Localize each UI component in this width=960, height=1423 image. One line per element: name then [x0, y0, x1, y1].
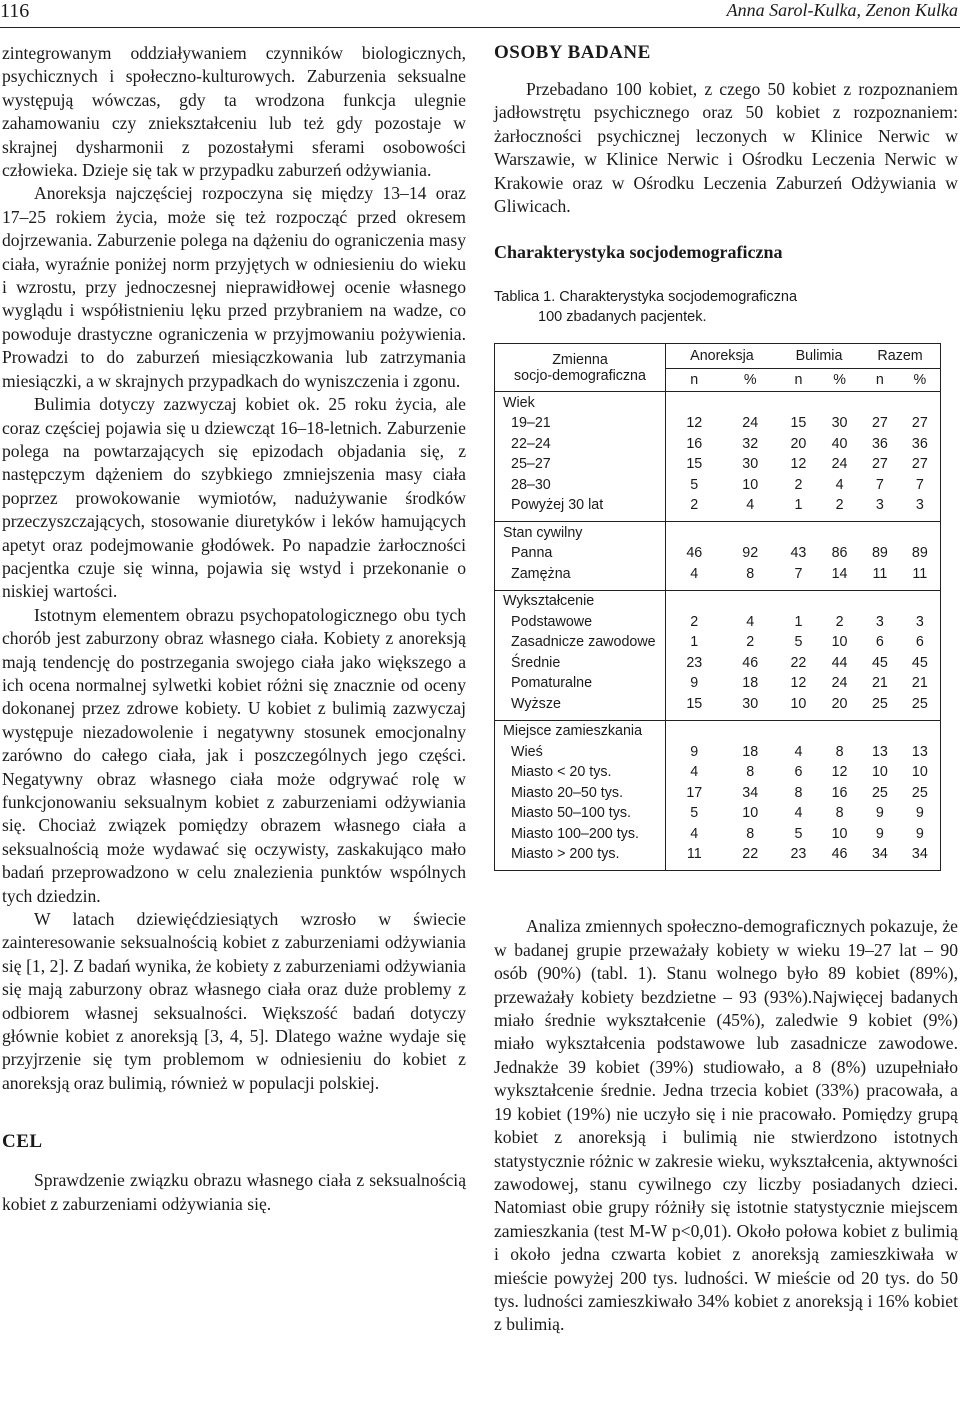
group-label: Miejsce zamieszkania [495, 720, 666, 741]
table-row [495, 803, 941, 824]
empty-cell [860, 590, 900, 611]
table-cell: 4 [794, 743, 803, 760]
empty-cell [666, 392, 723, 413]
table-cell: 8 [835, 743, 844, 760]
sub-header-cell: n [860, 369, 900, 392]
table-cell: 10 [871, 764, 888, 781]
table-cell: 27 [911, 456, 928, 473]
table-cell: 3 [875, 497, 884, 514]
table-cell: 8 [794, 784, 803, 801]
row-label: 25–27 [495, 454, 666, 475]
table-cell: 45 [871, 654, 888, 671]
table-cell: 10 [742, 476, 759, 493]
row-label: Podstawowe [495, 611, 666, 632]
empty-cell [778, 522, 819, 543]
right-column [494, 42, 958, 1337]
analysis-paragraph: Analiza zmiennych społeczno-demograficznych pokazuje, że w badanej grupie przeważały kobiety w wieku 19–27 lat – 90 osób (90%) (tabl. 1). Stanu wolnego było 89 kobiet (89%), przeważały kobiety bezdzietne – 93 (93%).Najwięcej badanych miało średnie wykształcenie (45%), zaledwie 9 kobiet (9%) miało wykształcenia podstawowe lub zasadnicze zawodowe. Jednakże 39 kobiet (39%) studiowało, a 8 (8%) uzupełniało wykształcenie średnie. Jedna trzecia kobiet (33%) pracowała, a 19 kobiet (19%) nie uczyło się i nie pracowało. Pomiędzy grupą kobiet z anoreksją i bulimią nie stwierdzono istotnych statystycznie różnic w zakresie wieku, wykształcenia, aktywności zawodowej, stanu cywilnego czy liczby posiadanych dzieci. Natomiast obie grupy różniły się istotnie statystycznie miejscem zamieszkania (test M-W p<0,01). Około połowa kobiet z bulimią i około jedna czwarta kobiet z anoreksją zamieszkiwała w mieście powyżej 200 tys. ludności. W mieście od 20 tys. do 50 tys. ludności zamieszkiwało 34% kobiet z anoreksją i 16% kobiet z bulimią. [494, 916, 958, 1335]
empty-cell [723, 720, 778, 741]
table-cell: 15 [790, 415, 807, 432]
table-cell: 11 [912, 565, 928, 582]
table-cell: 22 [790, 654, 807, 671]
page-number: 116 [0, 0, 30, 22]
table-cell: 27 [911, 415, 928, 432]
group-header-bulimia: Bulimia [778, 344, 860, 369]
sub-header-cell: n [666, 369, 723, 392]
table-cell: 7 [794, 565, 803, 582]
table-cell: 10 [831, 825, 848, 842]
table-row [495, 782, 941, 803]
table-cell: 7 [915, 476, 924, 493]
row-label: Miasto > 200 tys. [495, 844, 666, 865]
table-cell: 8 [746, 764, 755, 781]
table-row [495, 495, 941, 516]
row-label: Wyższe [495, 693, 666, 714]
table-caption-line-1: Tablica 1. Charakterystyka socjodemograficzna [494, 289, 798, 306]
empty-cell [819, 590, 860, 611]
table-cell: 16 [686, 435, 703, 452]
bulimia-paragraph: Bulimia dotyczy zazwyczaj kobiet ok. 25 roku życia, ale coraz częściej pojawia się u dziewcząt 16–18-letnich. Zaburzenie polega na powtarzających się epizodach objadania się, z następczym dążeniem do szybkiego zmniejszenia masy ciała poprzez prowokowanie wymiotów, nadużywanie środków przeczyszczających, stosowanie diuretyków i leków hamujących apetyt oraz podejmowanie głodówek. Po napadzie żarłoczności pacjentka czuje się winna, pojawia się wstyd i przekonanie o niskiej wartości. [2, 394, 466, 602]
table-cell: 1 [794, 497, 803, 514]
table-cell: 30 [831, 415, 848, 432]
table-cell: 36 [871, 435, 888, 452]
table-cell: 25 [911, 784, 928, 801]
group-label-row [495, 590, 941, 611]
table-caption [494, 287, 958, 327]
row-label: Zamężna [495, 563, 666, 584]
table-cell: 10 [831, 634, 848, 651]
row-label: Średnie [495, 652, 666, 673]
table-cell: 7 [875, 476, 884, 493]
empty-cell [723, 392, 778, 413]
table-cell: 43 [790, 545, 807, 562]
table-cell: 92 [742, 545, 759, 562]
empty-cell [778, 392, 819, 413]
empty-cell [900, 590, 941, 611]
table-cell: 32 [742, 435, 759, 452]
empty-cell [819, 392, 860, 413]
sub-header-cell: % [723, 369, 778, 392]
table-cell: 11 [872, 565, 888, 582]
table-cell: 10 [742, 805, 759, 822]
cel-text: Sprawdzenie związku obrazu własnego ciała z seksualnością kobiet z zaburzeniami odżywiania się. [2, 1170, 466, 1214]
table-cell: 34 [911, 846, 928, 863]
table-cell: 3 [915, 613, 924, 630]
empty-cell [666, 590, 723, 611]
table-cell: 5 [794, 634, 803, 651]
table-row [495, 741, 941, 762]
spacer-cell [860, 864, 900, 871]
empty-cell [819, 720, 860, 741]
left-column [2, 42, 466, 1216]
running-header-authors: Anna Sarol-Kulka, Zenon Kulka [726, 0, 958, 20]
table-cell: 40 [831, 435, 848, 452]
empty-cell [900, 392, 941, 413]
table-cell: 27 [871, 456, 888, 473]
table-cell: 25 [871, 784, 888, 801]
table-cell: 2 [835, 497, 844, 514]
table-cell: 9 [875, 825, 884, 842]
table-cell: 3 [875, 613, 884, 630]
table-cell: 12 [686, 415, 703, 432]
table-cell: 1 [690, 634, 699, 651]
group-label: Stan cywilny [495, 522, 666, 543]
variable-header-line-2: socjo-demograficzna [514, 367, 646, 384]
table-cell: 34 [742, 784, 759, 801]
row-label: 22–24 [495, 433, 666, 454]
table-cell: 2 [690, 613, 699, 630]
table-cell: 30 [742, 456, 759, 473]
table-cell: 1 [794, 613, 803, 630]
sub-header-cell: % [819, 369, 860, 392]
osoby-badane-text: Przebadano 100 kobiet, z czego 50 kobiet z rozpoznaniem jadłowstrętu psychicznego oraz 50 kobiet z rozpoznaniem: żarłoczności psychicznej leczonych w Klinice Nerwic w Warszawie, w Klinice Nerwic i Ośrodku Leczenia Nerwic w Krakowie oraz w Ośrodku Leczenia Zaburzeń Odżywiania w Gliwicach. [494, 79, 958, 217]
table-cell: 9 [915, 825, 924, 842]
table-cell: 3 [915, 497, 924, 514]
table-cell: 16 [831, 784, 848, 801]
table-cell: 15 [686, 695, 703, 712]
variable-header-line-1: Zmienna [552, 351, 608, 368]
table-caption-line-2: 100 zbadanych pacjentek. [538, 309, 707, 326]
group-header-razem: Razem [860, 344, 940, 369]
sub-header-cell: n [778, 369, 819, 392]
empty-cell [860, 522, 900, 543]
empty-cell [819, 522, 860, 543]
sociodemographic-table [494, 343, 941, 871]
table-row [495, 543, 941, 564]
group-label: Wiek [495, 392, 666, 413]
table-cell: 4 [835, 476, 844, 493]
row-label: Wieś [495, 741, 666, 762]
table-row [495, 693, 941, 714]
table-row [495, 563, 941, 584]
research-paragraph: W latach dziewięćdziesiątych wzrosło w świecie zainteresowanie seksualnością kobiet z zaburzeniami odżywiania się [1, 2]. Z badań wynika, że kobiety z zaburzeniami odżywiania się mają zaburzony obraz własnego ciała oraz duże problemy z odbiorem własnej seksualności. Większość badań dotyczy głównie kobiet z anoreksją [3, 4, 5]. Dlatego ważne wydaje się przyjrzenie się tym problemom w odniesieniu do kobiet z anoreksją oraz bulimią, również w populacji polskiej. [2, 909, 466, 1093]
table-cell: 6 [915, 634, 924, 651]
table-row [495, 413, 941, 434]
group-label-row [495, 392, 941, 413]
table-row [495, 611, 941, 632]
table-row [495, 844, 941, 865]
table-cell: 23 [790, 846, 807, 863]
table-cell: 9 [690, 743, 699, 760]
table-cell: 4 [690, 565, 699, 582]
anorexia-paragraph: Anoreksja najczęściej rozpoczyna się między 13–14 oraz 17–25 rokiem życia, może się też rozpocząć przed okresem dojrzewania. Zaburzenie polega na dążeniu do ograniczenia masy ciała, wyraźnie poniżej norm przyjętych w odniesieniu do wieku i wzrostu, przy jednoczesnej nieprawidłowej ocenie własnego wyglądu i współistnieniu lęku przed przybraniem na wadze, co powoduje drastyczne ograniczenia w przyjmowaniu pożywienia. Prowadzi to do zaburzeń miesiączkowania lub zatrzymania miesiączki, a w skrajnych przypadkach do wyniszczenia i zgonu. [2, 183, 466, 391]
empty-cell [666, 522, 723, 543]
table-cell: 30 [742, 695, 759, 712]
group-label: Wykształcenie [495, 590, 666, 611]
table-cell: 4 [746, 497, 755, 514]
table-cell: 8 [746, 825, 755, 842]
row-label: 28–30 [495, 474, 666, 495]
table-cell: 8 [835, 805, 844, 822]
osoby-badane-heading: OSOBY BADANE [494, 42, 651, 63]
empty-cell [778, 590, 819, 611]
table-cell: 46 [742, 654, 759, 671]
table-cell: 14 [831, 565, 848, 582]
table-cell: 2 [794, 476, 803, 493]
row-label: Miasto < 20 tys. [495, 762, 666, 783]
table-row [495, 632, 941, 653]
table-row [495, 474, 941, 495]
row-label: Miasto 50–100 tys. [495, 803, 666, 824]
table-cell: 22 [742, 846, 759, 863]
table-cell: 13 [911, 743, 928, 760]
row-label: Panna [495, 543, 666, 564]
group-header-anoreksja: Anoreksja [666, 344, 778, 369]
empty-cell [778, 720, 819, 741]
body-image-paragraph: Istotnym elementem obrazu psychopatologicznego obu tych chorób jest zaburzony obraz własnego ciała. Kobiety z anoreksją mają tendencję do postrzegania swojego ciała jako większego a ich ocena normalnej sylwetki kobiet różni się znacznie od oceny dokonanej przez zdrowe kobiety. U kobiet z bulimią zazwyczaj występuje niezadowolenie i negatywny stosunek emocjonalny zarówno do całego ciała, jak i poszczególnych jego części. Negatywny obraz własnego ciała może odgrywać rolę w funkcjonowaniu seksualnym kobiet z zaburzeniami odżywiania się. Chociaż związek pomiędzy obrazem własnego ciała a seksualnością może wydawać się oczywisty, zaskakująco mało badań przeprowadzono w celu znalezienia punktów wspólnych tych dziedzin. [2, 604, 466, 906]
table-cell: 8 [746, 565, 755, 582]
table-cell: 4 [794, 805, 803, 822]
table-cell: 12 [790, 675, 807, 692]
sociodemographic-subheading: Charakterystyka socjodemograficzna [494, 242, 783, 263]
table-cell: 5 [690, 476, 699, 493]
empty-cell [723, 590, 778, 611]
empty-cell [666, 720, 723, 741]
table-cell: 36 [911, 435, 928, 452]
table-cell: 24 [831, 456, 848, 473]
table-cell: 46 [831, 846, 848, 863]
table-cell: 27 [871, 415, 888, 432]
table-row [495, 454, 941, 475]
row-label: Zasadnicze zawodowe [495, 632, 666, 653]
table-cell: 6 [875, 634, 884, 651]
spacer-cell [723, 864, 778, 871]
table-cell: 18 [742, 743, 759, 760]
empty-cell [860, 392, 900, 413]
row-label: Powyżej 30 lat [495, 495, 666, 516]
table-cell: 4 [746, 613, 755, 630]
table-cell: 5 [794, 825, 803, 842]
row-label: Pomaturalne [495, 673, 666, 694]
table-cell: 2 [746, 634, 755, 651]
row-label: 19–21 [495, 413, 666, 434]
spacer-cell [666, 864, 723, 871]
table-cell: 34 [871, 846, 888, 863]
spacer-cell [495, 864, 666, 871]
intro-paragraph: zintegrowanym oddziaływaniem czynników biologicznych, psychicznych i społeczno-kulturowych. Zaburzenia seksualne występują wówczas, gdy ta wrodzona funkcja ulegnie zahamowaniu czy zniekształceniu lub też gdy pozostaje w skrajnej dysharmonii z pozostałymi sferami osobowości człowieka. Dzieje się tak w przypadku zaburzeń odżywiania. [2, 43, 466, 181]
empty-cell [900, 522, 941, 543]
table-cell: 21 [871, 675, 888, 692]
table-cell: 20 [831, 695, 848, 712]
group-label-row [495, 522, 941, 543]
table-cell: 9 [690, 675, 699, 692]
variable-header [495, 344, 666, 392]
table-cell: 23 [686, 654, 703, 671]
header-rule [0, 27, 960, 28]
table-cell: 21 [911, 675, 928, 692]
table-body [495, 392, 941, 871]
table-cell: 13 [871, 743, 888, 760]
table-cell: 89 [911, 545, 928, 562]
spacer-cell [819, 864, 860, 871]
row-label: Miasto 20–50 tys. [495, 782, 666, 803]
empty-cell [723, 522, 778, 543]
table-cell: 6 [794, 764, 803, 781]
table-cell: 4 [690, 825, 699, 842]
table-cell: 10 [790, 695, 807, 712]
table-end-spacer [495, 864, 941, 871]
table-cell: 9 [875, 805, 884, 822]
table-row [495, 433, 941, 454]
table-cell: 24 [742, 415, 759, 432]
table-cell: 25 [911, 695, 928, 712]
table-cell: 44 [831, 654, 848, 671]
table-cell: 12 [831, 764, 848, 781]
group-label-row [495, 720, 941, 741]
table-row [495, 762, 941, 783]
table-cell: 89 [871, 545, 888, 562]
table-cell: 11 [686, 846, 702, 863]
table-cell: 2 [690, 497, 699, 514]
table-cell: 15 [686, 456, 703, 473]
table-cell: 9 [915, 805, 924, 822]
row-label: Miasto 100–200 tys. [495, 823, 666, 844]
table-cell: 5 [690, 805, 699, 822]
table-cell: 10 [911, 764, 928, 781]
empty-cell [860, 720, 900, 741]
table-cell: 12 [790, 456, 807, 473]
empty-cell [900, 720, 941, 741]
sub-header-cell: % [900, 369, 941, 392]
cel-heading: CEL [2, 1131, 43, 1153]
table-cell: 45 [911, 654, 928, 671]
table-cell: 25 [871, 695, 888, 712]
spacer-cell [778, 864, 819, 871]
table-cell: 17 [686, 784, 703, 801]
table-cell: 24 [831, 675, 848, 692]
table-row [495, 823, 941, 844]
table-cell: 2 [835, 613, 844, 630]
table-row [495, 673, 941, 694]
table-cell: 46 [686, 545, 703, 562]
spacer-cell [900, 864, 941, 871]
table-cell: 4 [690, 764, 699, 781]
table-cell: 86 [831, 545, 848, 562]
table-cell: 18 [742, 675, 759, 692]
table-cell: 20 [790, 435, 807, 452]
table-row [495, 652, 941, 673]
